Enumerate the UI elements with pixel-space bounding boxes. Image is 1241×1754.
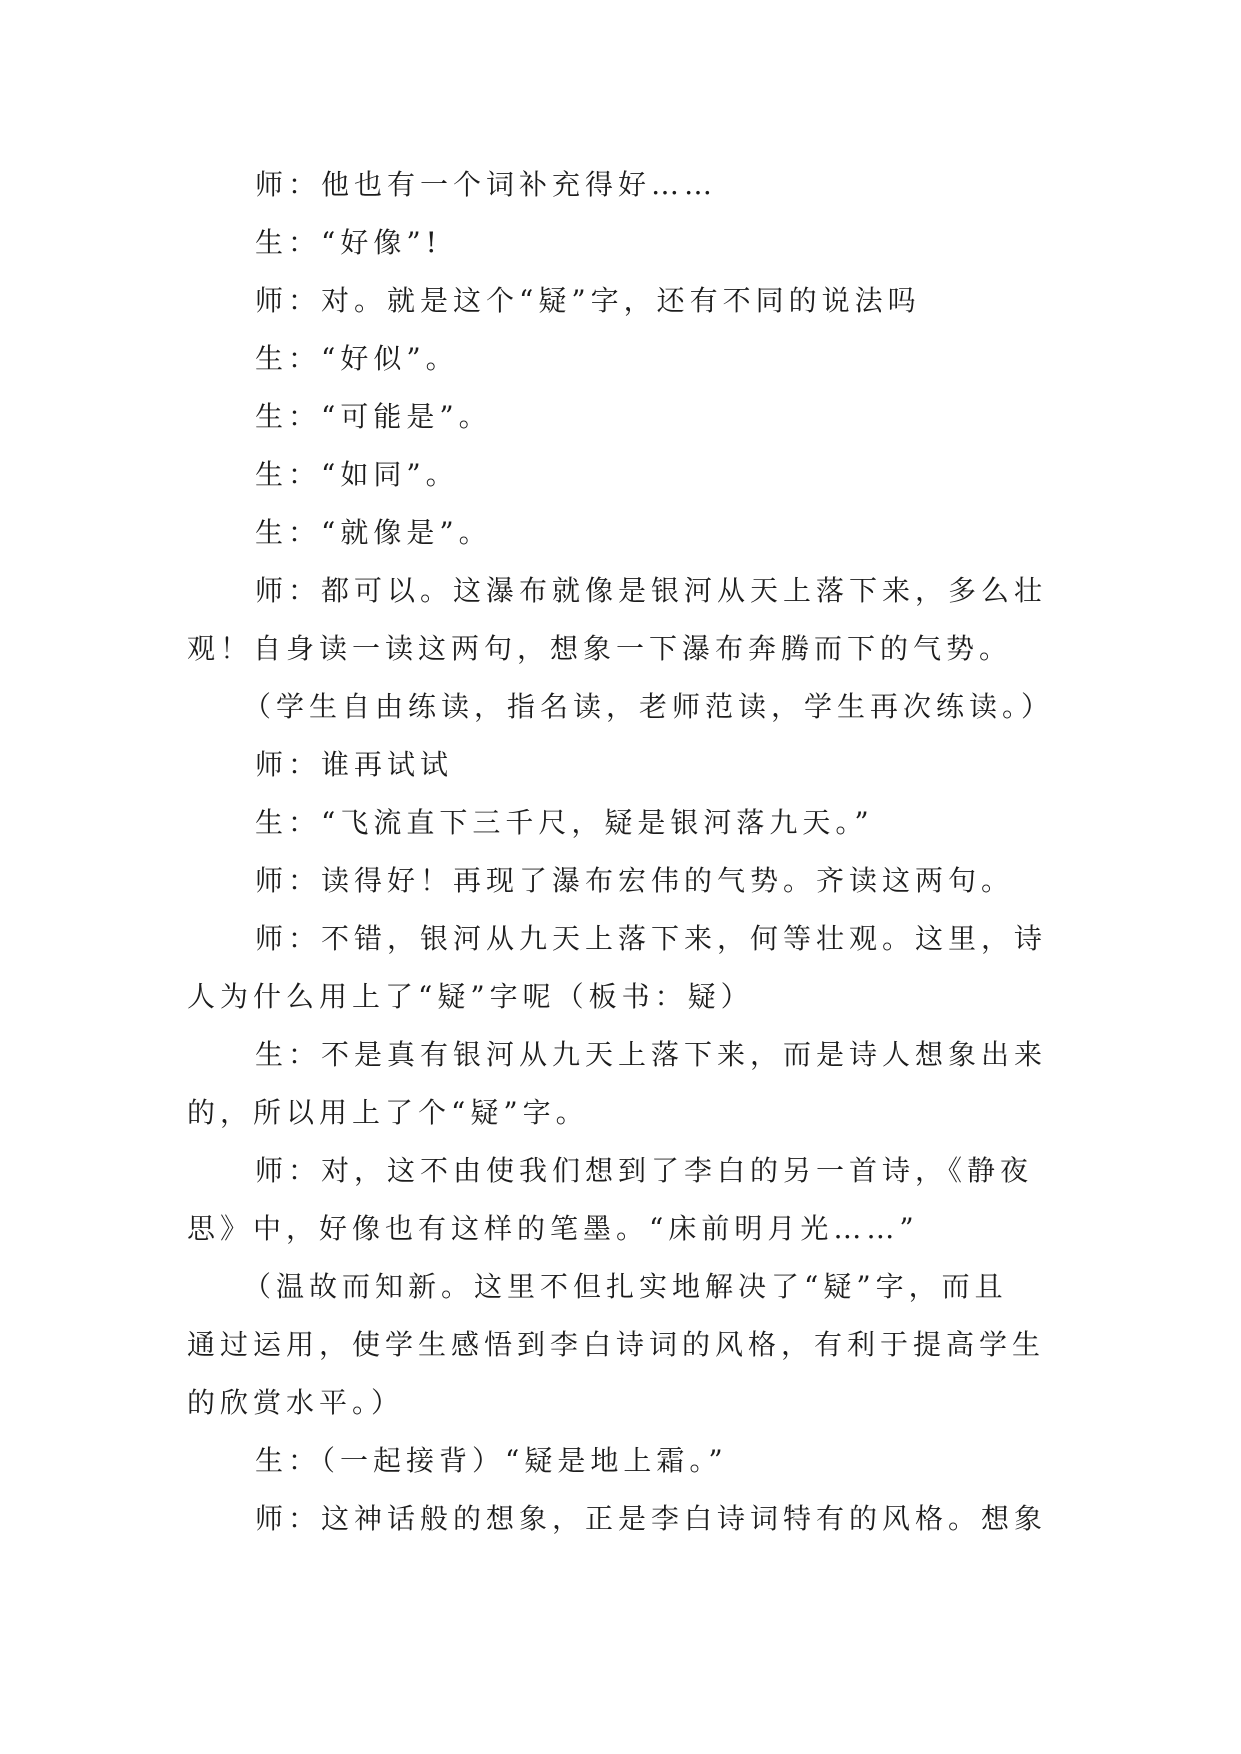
text-line: 师：这神话般的想象，正是李白诗词特有的风格。想象 <box>255 1502 1048 1535</box>
paragraph <box>187 1490 1067 1548</box>
text-line: 思》中，好像也有这样的笔墨。“床前明月光……” <box>187 1212 919 1245</box>
paragraph <box>187 156 1067 214</box>
paragraph <box>187 736 1067 794</box>
paragraph <box>187 388 1067 446</box>
paragraph <box>187 1432 1067 1490</box>
text-line: 师：对。就是这个“疑”字，还有不同的说法吗 <box>255 284 921 317</box>
paragraph <box>187 272 1067 330</box>
text-line: 的欣赏水平。） <box>187 1386 405 1419</box>
text-line: 师：读得好！再现了瀑布宏伟的气势。齐读这两句。 <box>255 864 1015 897</box>
text-line: 师：谁再试试 <box>255 748 454 781</box>
paragraph <box>187 794 1067 852</box>
paragraph <box>187 214 1067 272</box>
text-line: 生：“好似”。 <box>255 342 459 375</box>
text-line: 生：“就像是”。 <box>255 516 492 549</box>
text-line: 师：对，这不由使我们想到了李白的另一首诗，《静夜 <box>255 1154 1034 1187</box>
paragraph <box>187 446 1067 504</box>
document-body <box>187 156 1067 1548</box>
text-line: 师：他也有一个词补充得好…… <box>255 168 718 201</box>
text-line: 观！自身读一读这两句，想象一下瀑布奔腾而下的气势。 <box>187 632 1013 665</box>
text-line: 师：都可以。这瀑布就像是银河从天上落下来，多么壮 <box>255 574 1048 607</box>
text-line: 生：“好像”! <box>255 226 442 259</box>
text-line: 生：（一起接背）“疑是地上霜。” <box>255 1444 728 1477</box>
paragraph <box>187 852 1067 910</box>
paragraph <box>187 504 1067 562</box>
paragraph <box>187 330 1067 388</box>
text-line: 师：不错，银河从九天上落下来，何等壮观。这里，诗 <box>255 922 1048 955</box>
paragraph <box>187 1026 1067 1142</box>
paragraph <box>187 1142 1067 1258</box>
text-line: 的，所以用上了个“疑”字。 <box>187 1096 589 1129</box>
text-line: 生：不是真有银河从九天上落下来，而是诗人想象出来 <box>255 1038 1048 1071</box>
paragraph <box>187 562 1067 678</box>
text-line: 人为什么用上了“疑”字呢（板书：疑） <box>187 980 754 1013</box>
text-line: 生：“飞流直下三千尺，疑是银河落九天。” <box>255 806 874 839</box>
text-line: 生：“如同”。 <box>255 458 459 491</box>
text-line: （温故而知新。这里不但扎实地解决了“疑”字，而且 <box>243 1270 1008 1303</box>
text-line: （学生自由练读，指名读，老师范读，学生再次练读。） <box>243 690 1055 723</box>
note-paragraph <box>187 678 1067 736</box>
text-line: 通过运用，使学生感悟到李白诗词的风格，有利于提高学生 <box>187 1328 1046 1361</box>
note-paragraph <box>187 1258 1067 1432</box>
paragraph <box>187 910 1067 1026</box>
text-line: 生：“可能是”。 <box>255 400 492 433</box>
